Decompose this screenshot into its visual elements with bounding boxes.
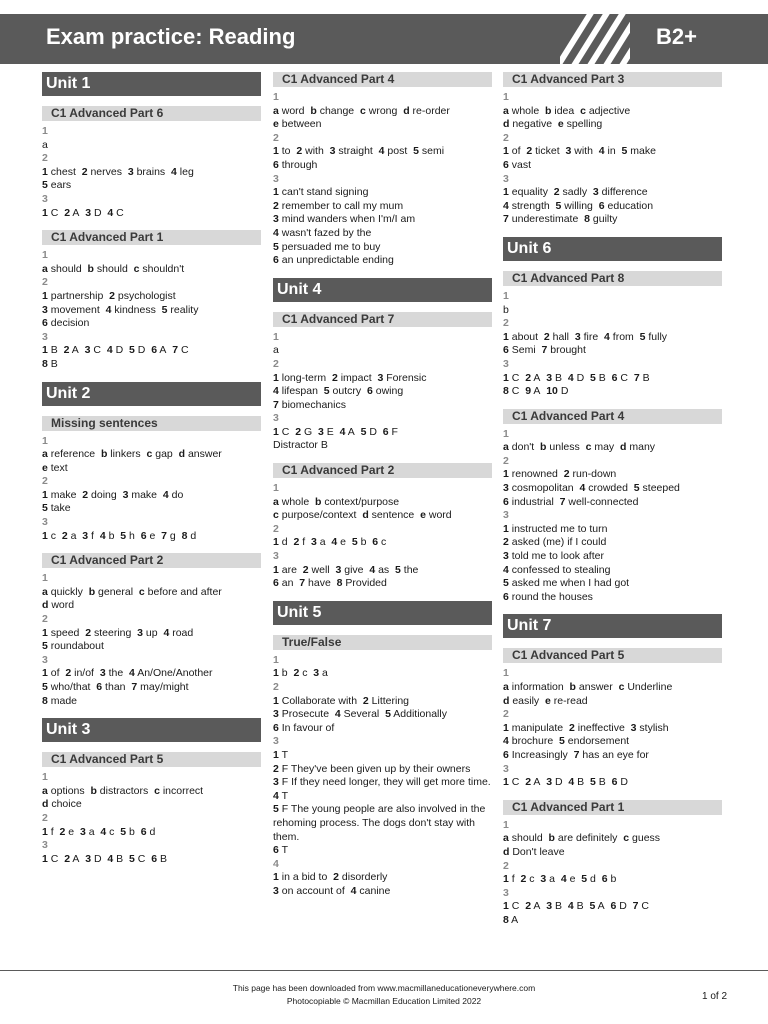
- answer-line: a: [42, 138, 48, 151]
- exercise-number: 2: [42, 613, 48, 626]
- exercise-number: 2: [503, 708, 509, 721]
- answer-line: c purpose/context d sentence e word: [273, 509, 452, 522]
- answer-line: d easily e re-read: [503, 694, 588, 707]
- answer-block: [273, 91, 492, 268]
- unit-heading: Unit 3: [42, 718, 261, 742]
- exercise-number: 4: [273, 857, 279, 870]
- answer-line: 1 b 2 c 3 a: [273, 667, 328, 680]
- answer-line: 6 through: [273, 158, 318, 171]
- unit-heading: Unit 4: [273, 278, 492, 302]
- exercise-number: 2: [42, 811, 48, 824]
- answer-line: 1 in a bid to 2 disorderly: [273, 871, 388, 884]
- answer-line: 1 of 2 ticket 3 with 4 in 5 make: [503, 145, 656, 158]
- answer-block: [42, 249, 261, 371]
- exercise-number: 3: [42, 192, 48, 205]
- answer-line: a information b answer c Underline: [503, 681, 673, 693]
- answer-line: 7 biomechanics: [273, 398, 346, 411]
- exercise-number: 1: [503, 289, 509, 302]
- answer-column-2: [273, 72, 492, 909]
- answer-line: 1 long-term 2 impact 3 Forensic: [273, 371, 427, 384]
- answer-line: 1 Collaborate with 2 Littering: [273, 694, 410, 707]
- exercise-number: 1: [42, 249, 48, 262]
- answer-line: 1 partnership 2 psychologist: [42, 289, 176, 302]
- answer-line: 6 T: [273, 844, 288, 857]
- answer-block: [503, 290, 722, 399]
- part-heading: Missing sentences: [42, 416, 261, 431]
- exercise-number: 2: [503, 859, 509, 872]
- answer-line: b: [503, 303, 509, 316]
- answer-line: 4 lifespan 5 outcry 6 owing: [273, 385, 404, 398]
- exercise-number: 3: [42, 653, 48, 666]
- answer-line: 3 mind wanders when I'm/I am: [273, 213, 416, 226]
- part-heading: C1 Advanced Part 1: [503, 800, 722, 815]
- unit-heading: Unit 1: [42, 72, 261, 96]
- answer-line: 1 equality 2 sadly 3 difference: [503, 186, 648, 199]
- answer-line: d choice: [42, 798, 82, 811]
- answer-block: [503, 667, 722, 789]
- answer-line: 3 Prosecute 4 Several 5 Additionally: [273, 708, 447, 721]
- answer-line: a whole b context/purpose: [273, 495, 400, 508]
- exercise-number: 2: [42, 152, 48, 165]
- exercise-number: 3: [503, 172, 509, 185]
- exercise-number: 2: [503, 131, 509, 144]
- answer-line: 5 roundabout: [42, 640, 104, 653]
- exercise-number: 2: [273, 522, 279, 535]
- exercise-number: 2: [273, 357, 279, 370]
- exercise-number: 1: [503, 427, 509, 440]
- answer-line: 2 asked (me) if I could: [503, 536, 607, 549]
- exercise-number: 2: [42, 475, 48, 488]
- exercise-number: 1: [273, 482, 279, 495]
- page-number: 1 of 2: [702, 991, 728, 1002]
- exercise-number: 3: [503, 509, 509, 522]
- level-badge: B2+: [656, 24, 697, 49]
- answer-line: 2 remember to call my mum: [273, 199, 404, 212]
- part-heading: C1 Advanced Part 2: [273, 463, 492, 478]
- answer-column-3: [503, 72, 722, 938]
- answer-line: 1 about 2 hall 3 fire 4 from 5 fully: [503, 330, 668, 343]
- exercise-number: 3: [42, 330, 48, 343]
- answer-line: 6 an unpredictable ending: [273, 254, 394, 267]
- unit-heading: Unit 5: [273, 601, 492, 625]
- exercise-number: 1: [273, 330, 279, 343]
- answer-line: 1 can't stand signing: [273, 186, 369, 199]
- answer-line: a quickly b general c before and after: [42, 585, 222, 598]
- answer-line: 3 told me to look after: [503, 550, 604, 563]
- answer-line: 1 to 2 with 3 straight 4 post 5 semi: [273, 145, 445, 158]
- exercise-number: 1: [42, 434, 48, 447]
- answer-line: 8 B: [42, 357, 58, 370]
- answer-line: 4 confessed to stealing: [503, 563, 611, 576]
- answer-line: 1 C 2 G 3 E 4 A 5 D 6 F: [273, 425, 398, 438]
- answer-line: 6 vast: [503, 158, 532, 171]
- answer-line: 1 chest 2 nerves 3 brains 4 leg: [42, 165, 194, 178]
- unit-heading: Unit 7: [503, 614, 722, 638]
- answer-line: 8 C 9 A 10 D: [503, 385, 569, 398]
- part-heading: C1 Advanced Part 3: [503, 72, 722, 87]
- answer-line: 6 an 7 have 8 Provided: [273, 577, 387, 590]
- exercise-number: 1: [503, 818, 509, 831]
- answer-line: 1 renowned 2 run-down: [503, 468, 617, 481]
- exercise-number: 2: [273, 681, 279, 693]
- answer-line: 5 take: [42, 502, 71, 515]
- answer-line: 6 In favour of: [273, 721, 335, 734]
- answer-line: 3 movement 4 kindness 5 reality: [42, 303, 199, 316]
- answer-line: 6 round the houses: [503, 590, 593, 603]
- part-heading: C1 Advanced Part 5: [42, 752, 261, 767]
- answer-line: 1 C 2 A 3 D 4 B 5 C 6 B: [42, 852, 167, 865]
- answer-line: 6 Increasingly 7 has an eye for: [503, 748, 649, 761]
- answer-line: 4 wasn't fazed by the: [273, 226, 372, 239]
- answer-block: [503, 91, 722, 227]
- answer-line: 6 industrial 7 well-connected: [503, 495, 639, 508]
- answer-line: 1 B 2 A 3 C 4 D 5 D 6 A 7 C: [42, 344, 189, 357]
- answer-line: a whole b idea c adjective: [503, 104, 631, 117]
- answer-line: 5 who/that 6 than 7 may/might: [42, 681, 189, 693]
- answer-block: [42, 572, 261, 708]
- answer-line: 1 manipulate 2 ineffective 3 stylish: [503, 721, 669, 734]
- unit-heading: Unit 6: [503, 237, 722, 261]
- exercise-number: 3: [503, 886, 509, 899]
- page-title: Exam practice: Reading: [46, 24, 296, 49]
- part-heading: C1 Advanced Part 8: [503, 271, 722, 286]
- part-heading: True/False: [273, 635, 492, 650]
- answer-line: 4 strength 5 willing 6 education: [503, 199, 654, 212]
- answer-line: 1 make 2 doing 3 make 4 do: [42, 488, 184, 501]
- part-heading: C1 Advanced Part 2: [42, 553, 261, 568]
- part-heading: C1 Advanced Part 4: [503, 409, 722, 424]
- answer-line: 1 C 2 A 3 B 4 D 5 B 6 C 7 B: [503, 371, 650, 384]
- answer-line: 8 made: [42, 694, 78, 707]
- answer-line: 2 F They've been given up by their owners: [273, 762, 471, 775]
- answer-line: 3 F If they need longer, they will get more time.: [273, 776, 491, 789]
- answer-line: 1 are 2 well 3 give 4 as 5 the: [273, 563, 419, 576]
- footer-copyright: Photocopiable © Macmillan Education Limited 2022: [286, 996, 482, 1006]
- answer-block: [503, 819, 722, 928]
- header-stripes-decoration: [560, 14, 630, 64]
- answer-line: 6 Semi 7 brought: [503, 344, 586, 357]
- answer-block: [273, 482, 492, 591]
- answer-line: e between: [273, 118, 322, 131]
- answer-line: 8 A: [503, 913, 519, 926]
- part-heading: C1 Advanced Part 1: [42, 230, 261, 245]
- exercise-number: 1: [503, 667, 509, 680]
- exercise-number: 3: [503, 762, 509, 775]
- part-heading: C1 Advanced Part 5: [503, 648, 722, 663]
- part-heading: C1 Advanced Part 7: [273, 312, 492, 327]
- answer-line: e text: [42, 461, 68, 474]
- answer-block: [273, 654, 492, 899]
- exercise-number: 2: [503, 454, 509, 467]
- exercise-number: 1: [273, 91, 279, 103]
- answer-line: 4 T: [273, 789, 288, 802]
- footer-download-note: This page has been downloaded from www.macmillaneducationeverywhere.com: [232, 983, 536, 993]
- exercise-number: 1: [42, 125, 48, 137]
- answer-line: 1 speed 2 steering 3 up 4 road: [42, 626, 194, 639]
- answer-line: 5 asked me when I had got: [503, 577, 630, 590]
- answer-line: 1 d 2 f 3 a 4 e 5 b 6 c: [273, 536, 387, 549]
- exercise-number: 3: [273, 412, 279, 425]
- answer-line: 1 f 2 e 3 a 4 c 5 b 6 d: [42, 825, 156, 838]
- answer-block: [503, 428, 722, 605]
- answer-line: 1 c 2 a 3 f 4 b 5 h 6 e 7 g 8 d: [42, 529, 197, 542]
- answer-line: a reference b linkers c gap d answer: [42, 448, 222, 461]
- answer-line: 1 C 2 A 3 B 4 B 5 A 6 D 7 C: [503, 900, 649, 913]
- answer-block: [42, 771, 261, 866]
- answer-line: 6 decision: [42, 317, 90, 330]
- answer-line: d word: [42, 599, 75, 612]
- answer-line: 5 persuaded me to buy: [273, 240, 381, 253]
- exercise-number: 3: [42, 516, 48, 529]
- answer-line: a: [273, 344, 279, 357]
- answer-line: 7 underestimate 8 guilty: [503, 213, 618, 226]
- answer-line: 5 ears: [42, 179, 72, 192]
- answer-block: [42, 125, 261, 220]
- answer-line: 1 C 2 A 3 D 4 B 5 B 6 D: [503, 776, 628, 789]
- exercise-number: 2: [273, 131, 279, 144]
- answer-line: a word b change c wrong d re-order: [273, 104, 450, 117]
- answer-block: [273, 331, 492, 453]
- footer-divider: [0, 970, 768, 971]
- exercise-number: 3: [503, 357, 509, 370]
- exercise-number: 3: [273, 735, 279, 748]
- part-heading: C1 Advanced Part 6: [42, 106, 261, 121]
- answer-line: 5 F The young people are also involved in the rehoming process. The dogs don't stay with them.: [273, 803, 486, 843]
- answer-line: d Don't leave: [503, 845, 565, 858]
- page-header: [0, 14, 768, 64]
- part-heading: C1 Advanced Part 4: [273, 72, 492, 87]
- answer-line: 1 f 2 c 3 a 4 e 5 d 6 b: [503, 873, 617, 886]
- exercise-number: 3: [42, 839, 48, 852]
- answer-line: a should b should c shouldn't: [42, 262, 185, 275]
- exercise-number: 1: [42, 572, 48, 585]
- answer-line: 1 of 2 in/of 3 the 4 An/One/Another: [42, 667, 213, 680]
- answer-block: [42, 435, 261, 544]
- exercise-number: 2: [503, 317, 509, 330]
- exercise-number: 3: [273, 550, 279, 563]
- answer-line: Distractor B: [273, 439, 328, 452]
- answer-line: 1 T: [273, 748, 288, 761]
- answer-column-1: [42, 72, 261, 876]
- answer-line: d negative e spelling: [503, 118, 603, 131]
- answer-line: 3 on account of 4 canine: [273, 884, 391, 897]
- answer-line: a options b distractors c incorrect: [42, 784, 204, 797]
- exercise-number: 1: [42, 771, 48, 784]
- answer-line: a don't b unless c may d many: [503, 441, 656, 454]
- exercise-number: 1: [273, 653, 279, 666]
- exercise-number: 2: [42, 276, 48, 289]
- unit-heading: Unit 2: [42, 382, 261, 406]
- exercise-number: 3: [273, 172, 279, 185]
- answer-line: a should b are definitely c guess: [503, 832, 661, 845]
- answer-line: 1 C 2 A 3 D 4 C: [42, 206, 124, 219]
- answer-line: 4 brochure 5 endorsement: [503, 735, 630, 748]
- exercise-number: 1: [503, 91, 509, 103]
- answer-line: 3 cosmopolitan 4 crowded 5 steeped: [503, 482, 680, 495]
- answer-line: 1 instructed me to turn: [503, 522, 608, 535]
